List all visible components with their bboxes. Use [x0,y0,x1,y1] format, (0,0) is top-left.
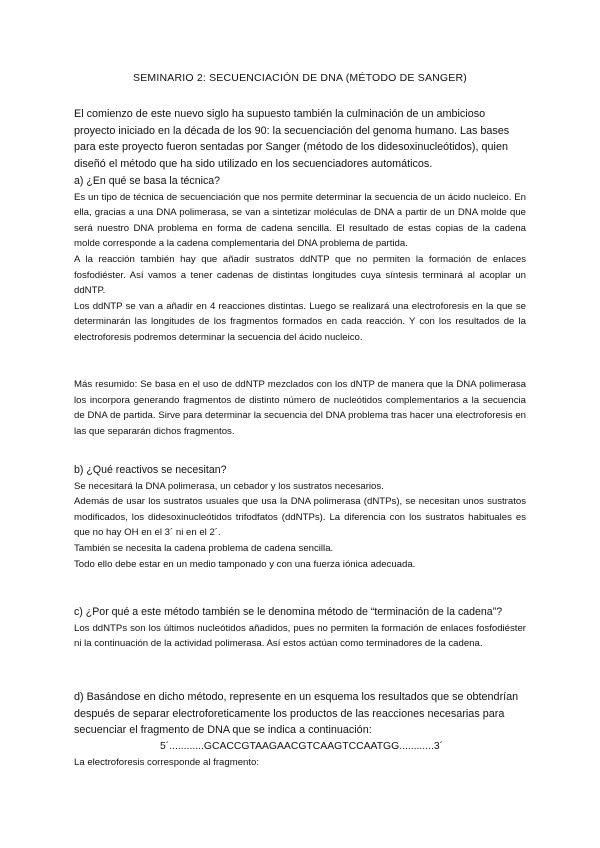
section-a-summary [74,377,526,439]
section-c [74,604,526,652]
section-d [74,689,526,771]
section-a-question: a) ¿En qué se basa la técnica? [74,175,221,187]
page-title: SEMINARIO 2: SECUENCIACIÓN DE DNA (MÉTODO DE SANGER) [132,72,467,84]
section-a-paragraph-1: Es un tipo de técnica de secuenciación que nos permite determinar la secuencia de un ácido nucleico. En ella, gracias a una DNA polimerasa, se van a sintetizar moléculas de DNA a partir de un DNA molde que será nuestro DNA problema en forma de cadena sencilla. El resultado de estas copias de la cadena molde corresponde a la cadena complementaria del DNA problema de partida. [74,191,526,250]
section-c-question: c) ¿Por qué a este método también se le denomina método de “terminación de la cadena”? [74,606,503,618]
section-b-paragraph-3: También se necesita la cadena problema de cadena sencilla. [74,542,334,554]
section-b-paragraph-2: Además de usar los sustratos usuales que usa la DNA polimerasa (dNTPs), se necesitan unos sustratos modificados, los didesoxinucleótidos trifodfatos (ddNTPs). La diferencia con los sustratos habituales es que no hay OH en el 3´ ni en el 2´. [74,496,526,539]
intro-text: El comienzo de este nuevo siglo ha supuesto también la culminación de un ambicioso proyecto iniciado en la década de los 90: la secuenciación del genoma humano. Las bases para este proyecto fueron sentadas por Sanger (método de los didesoxinucleótidos), quien diseñó el método que ha sido utilizado en los secuenciadores automáticos. [74,108,510,170]
section-a-paragraph-4: Más resumido: Se basa en el uso de ddNTP mezclados con los dNTP de manera que la DNA polimerasa los incorpora generando fragmentos de distinto número de nucleótidos complementarios a la secuencia de DNA de partida. Sirve para determinar la secuencia del DNA problema tras hacer una electroforesis en las que separarán dichos fragmentos. [74,379,526,437]
section-b [74,462,526,572]
section-a-paragraph-3: Los ddNTP se van a añadir en 4 reacciones distintas. Luego se realizará una electroforesis en la que se determinarán las longitudes de los fragmentos formados en cada reacción. Y con los resultados de la electroforesis podremos determinar la secuencia del ácido nucleico. [74,300,526,343]
section-b-paragraph-4: Todo ello debe estar en un medio tamponado y con una fuerza iónica adecuada. [74,558,416,570]
section-a [74,173,526,346]
section-a-paragraph-2: A la reacción también hay que añadir sustratos ddNTP que no permiten la formación de enlaces fosfodiéster. Así vamos a tener cadenas de distintas longitudes cuya síntesis terminará al acoplar un ddNTP. [74,253,526,297]
intro-paragraph [74,106,526,172]
section-b-paragraph-1: Se necesitará la DNA polimerasa, un cebador y los sustratos necesarios. [74,480,384,492]
section-c-paragraph-1: Los ddNTPs son los últimos nucleótidos añadidos, pues no permiten la formación de enlaces fosfodiéster ni la continuación de la actividad polimerasa. Así estos actúan como terminadores de la cadena. [74,622,526,650]
section-b-question: b) ¿Qué reactivos se necesitan? [74,464,227,476]
section-d-question: d) Basándose en dicho método, represente en un esquema los resultados que se obtendrían después de separar electroforeticamente los productos de las reacciones necesarias para secuenciar el fragmento de DNA que se indica a continuación: [74,691,519,737]
dna-sequence: 5´............GCACCGTAAGAACGTCAAGTCCAATGG............3´ [160,740,444,752]
section-d-paragraph-1: La electroforesis corresponde al fragmento: [74,757,260,769]
